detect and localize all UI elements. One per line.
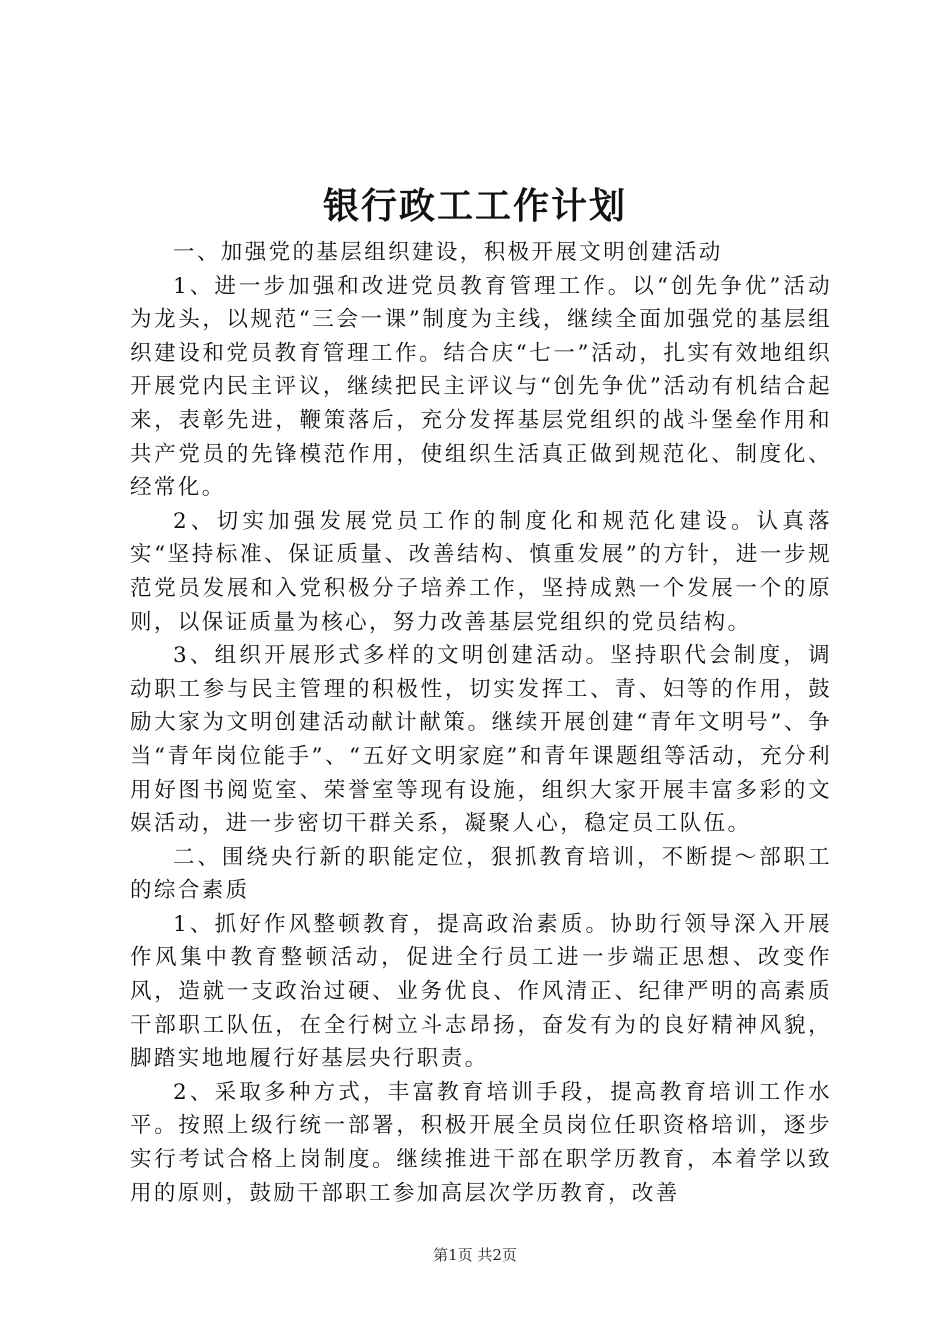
document-title: 银行政工工作计划	[322, 186, 627, 227]
document-body	[130, 236, 832, 1210]
section-heading-2: 二、围绕央行新的职能定位，狠抓教育培训，不断提～部职工的综合素质	[130, 844, 832, 904]
paragraph: 3、组织开展形式多样的文明创建活动。坚持职代会制度，调动职工参与民主管理的积极性，切实发挥工、青、妇等的作用，鼓励大家为文明创建活动献计献策。继续开展创建“青年文明号”、争当“青年岗位能手”、“五好文明家庭”和青年课题组等活动，充分利用好图书阅览室、荣誉室等现有设施，组织大家开展丰富多彩的文娱活动，进一步密切干群关系，凝聚人心，稳定员工队伍。	[130, 643, 832, 837]
section-heading-1: 一、加强党的基层组织建设，积极开展文明创建活动	[173, 240, 723, 265]
paragraph: 1、抓好作风整顿教育，提高政治素质。协助行领导深入开展作风集中教育整顿活动，促进全行员工进一步端正思想、改变作风，造就一支政治过硬、业务优良、作风清正、纪律严明的高素质干部职工队伍，在全行树立斗志昂扬，奋发有为的良好精神风貌，脚踏实地地履行好基层央行职责。	[130, 911, 832, 1072]
paragraph: 2、采取多种方式，丰富教育培训手段，提高教育培训工作水平。按照上级行统一部署，积极开展全员岗位任职资格培训，逐步实行考试合格上岗制度。继续推进干部在职学历教育，本着学以致用的原则，鼓励干部职工参加高层次学历教育，改善	[130, 1079, 832, 1206]
paragraph: 2、切实加强发展党员工作的制度化和规范化建设。认真落实“坚持标准、保证质量、改善结构、慎重发展”的方针，进一步规范党员发展和入党积极分子培养工作，坚持成熟一个发展一个的原则，以保证质量为核心，努力改善基层党组织的党员结构。	[130, 508, 832, 635]
paragraph: 1、进一步加强和改进党员教育管理工作。以“创先争优”活动为龙头，以规范“三会一课”制度为主线，继续全面加强党的基层组织建设和党员教育管理工作。结合庆“七一”活动，扎实有效地组织开展党内民主评议，继续把民主评议与“创先争优”活动有机结合起来，表彰先进，鞭策落后，充分发挥基层党组织的战斗堡垒作用和共产党员的先锋模范作用，使组织生活真正做到规范化、制度化、经常化。	[130, 273, 832, 501]
page-footer: 第1页 共2页	[433, 1246, 517, 1264]
